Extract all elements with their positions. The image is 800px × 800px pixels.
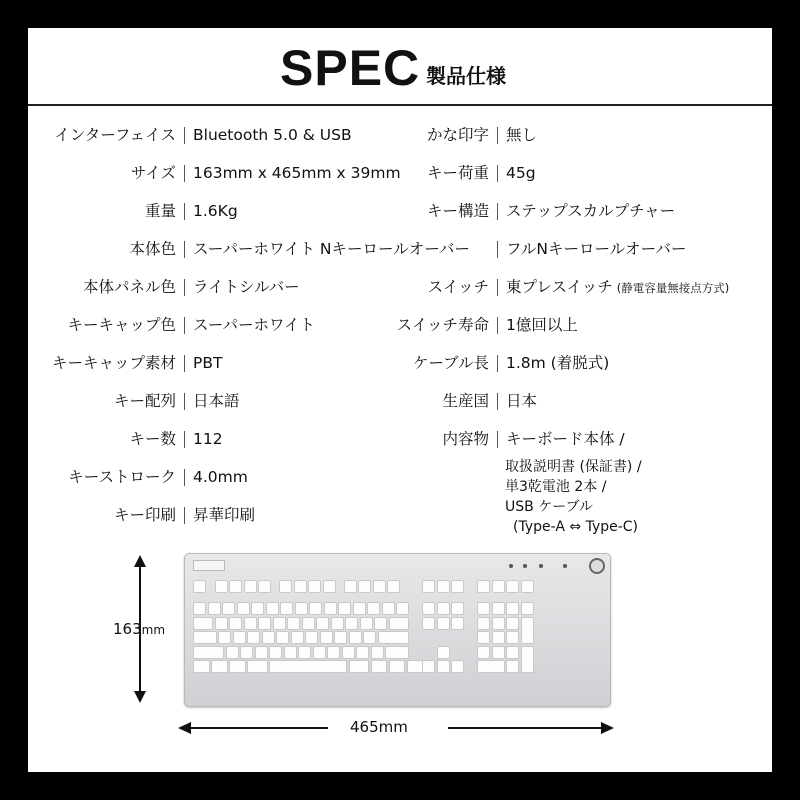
- separator: [184, 469, 185, 486]
- spec-row-key-printing: [28, 505, 408, 525]
- keycap: [316, 617, 329, 630]
- spec-row-keystroke: [28, 467, 408, 487]
- spec-value: 1.6Kg: [193, 202, 238, 220]
- keycap: [193, 617, 213, 630]
- spec-value: フルNキーロールオーバー: [506, 240, 687, 258]
- keycap: [308, 580, 321, 593]
- spec-value: キーボード本体 /: [506, 430, 625, 448]
- separator: [497, 127, 498, 144]
- keycap: [437, 660, 450, 673]
- width-label: 465mm: [350, 718, 408, 736]
- spec-value: スーパーホワイト Nキーロールオーバー: [193, 240, 470, 258]
- spec-value: PBT: [193, 354, 223, 372]
- keycap: [280, 602, 293, 615]
- spec-label: キー数: [129, 430, 176, 448]
- spec-value: スーパーホワイト: [193, 316, 315, 334]
- keycap: [477, 617, 490, 630]
- keycap: [313, 646, 326, 659]
- keycap: [193, 646, 224, 659]
- keycap: [298, 646, 311, 659]
- separator: [497, 317, 498, 334]
- keycap: [344, 580, 357, 593]
- keycap: [451, 617, 464, 630]
- spec-row-switch-life: [28, 315, 772, 335]
- keycap: [240, 646, 253, 659]
- keycap: [269, 646, 282, 659]
- keycap: [451, 580, 464, 593]
- title-divider: [28, 104, 772, 106]
- height-value: 163: [113, 620, 142, 638]
- keycap: [258, 617, 271, 630]
- contents-line: (Type-A ⇔ Type-C): [513, 519, 639, 535]
- keycap: [215, 580, 228, 593]
- keycap: [327, 646, 340, 659]
- keycap: [382, 602, 395, 615]
- keycap: [451, 602, 464, 615]
- keycap: [211, 660, 228, 673]
- separator: [497, 203, 498, 220]
- keycap: [506, 602, 519, 615]
- spec-row-kana: [28, 125, 772, 145]
- spec-sheet: [28, 28, 772, 772]
- keycap: [193, 580, 206, 593]
- keycap: [309, 602, 322, 615]
- keycap: [284, 646, 297, 659]
- keycap: [477, 602, 490, 615]
- keycap: [492, 631, 505, 644]
- keycap: [506, 660, 519, 673]
- spec-value: 1億回以上: [506, 316, 578, 334]
- spec-label: ケーブル長: [412, 354, 489, 372]
- keycap: [320, 631, 333, 644]
- keycap: [437, 580, 450, 593]
- keycap: [218, 631, 231, 644]
- keycap: [506, 580, 519, 593]
- keycap: [422, 617, 435, 630]
- spec-value: 112: [193, 430, 223, 448]
- spec-label: キーキャップ素材: [51, 354, 176, 372]
- keycap: [521, 580, 534, 593]
- keycap: [295, 602, 308, 615]
- keycap: [521, 602, 534, 615]
- keycap: [269, 660, 347, 673]
- spec-value: ライトシルバー: [193, 278, 300, 296]
- keycap: [378, 631, 409, 644]
- keycap: [371, 660, 388, 673]
- keycap: [255, 646, 268, 659]
- height-unit: mm: [141, 623, 166, 637]
- keycap: [422, 660, 435, 673]
- keycap: [437, 602, 450, 615]
- keycap: [237, 602, 250, 615]
- keycap: [437, 646, 450, 659]
- spec-label: キー印刷: [113, 506, 176, 524]
- indicator-led: [523, 564, 527, 568]
- keycap: [353, 602, 366, 615]
- keycap: [229, 580, 242, 593]
- keycap: [477, 660, 505, 673]
- keycap: [521, 617, 534, 645]
- keycap: [324, 602, 337, 615]
- spec-label: サイズ: [130, 164, 176, 182]
- spec-label: 内容物: [442, 430, 489, 448]
- keycap: [266, 602, 279, 615]
- spec-row-cable: [28, 353, 772, 373]
- keycap: [334, 631, 347, 644]
- keycap: [422, 580, 435, 593]
- spec-label: 生産国: [442, 392, 489, 410]
- keycap: [360, 617, 373, 630]
- keycap: [407, 660, 424, 673]
- spec-label: キー配列: [113, 392, 176, 410]
- keycap: [373, 580, 386, 593]
- spec-label: キーストローク: [68, 468, 176, 486]
- keycap: [276, 631, 289, 644]
- keycap: [506, 617, 519, 630]
- switch-value: 東プレスイッチ: [506, 278, 613, 296]
- keycap: [521, 646, 534, 674]
- keycap: [345, 617, 358, 630]
- title-sub: 製品仕様: [426, 64, 506, 88]
- keycap: [342, 646, 355, 659]
- keycap: [215, 617, 228, 630]
- power-dial: [589, 558, 605, 574]
- contents-line: 取扱説明書 (保証書) /: [505, 459, 642, 475]
- contents-line: 単3乾電池 2本 /: [505, 479, 607, 495]
- keycap: [349, 631, 362, 644]
- keycap: [374, 617, 387, 630]
- keycap: [193, 660, 210, 673]
- spec-value: [506, 277, 729, 298]
- spec-row-key-structure: [28, 201, 772, 221]
- keycap: [229, 617, 242, 630]
- spec-value: 163mm x 465mm x 39mm: [193, 164, 401, 182]
- spec-value: 45g: [506, 164, 536, 182]
- brand-logo: [193, 560, 225, 571]
- keycap: [323, 580, 336, 593]
- keycap: [294, 580, 307, 593]
- spec-label: 本体色: [129, 240, 176, 258]
- separator: [497, 241, 498, 258]
- keycap: [389, 617, 409, 630]
- keycap: [363, 631, 376, 644]
- keycap: [349, 660, 369, 673]
- keycap: [492, 602, 505, 615]
- keycap: [244, 580, 257, 593]
- keycap: [358, 580, 371, 593]
- keycap: [222, 602, 235, 615]
- keycap: [477, 580, 490, 593]
- keycap: [279, 580, 292, 593]
- keycap: [208, 602, 221, 615]
- keycap: [244, 617, 257, 630]
- separator: [497, 165, 498, 182]
- spec-value: 日本語: [193, 392, 240, 410]
- keycap: [492, 617, 505, 630]
- separator: [497, 393, 498, 410]
- keycap: [262, 631, 275, 644]
- separator: [184, 507, 185, 524]
- keycap: [367, 602, 380, 615]
- keycap: [492, 646, 505, 659]
- keycap: [331, 617, 344, 630]
- spec-label: スイッチ: [427, 278, 489, 296]
- spec-value: Bluetooth 5.0 & USB: [193, 126, 352, 144]
- keycap: [422, 602, 435, 615]
- keycap: [287, 617, 300, 630]
- title-area: [28, 28, 772, 104]
- spec-label: キー荷重: [426, 164, 489, 182]
- keycap: [506, 646, 519, 659]
- spec-label: かな印字: [426, 126, 489, 144]
- keycap: [389, 660, 406, 673]
- keycap: [477, 646, 490, 659]
- separator: [497, 279, 498, 296]
- keycap: [356, 646, 369, 659]
- keycap: [437, 617, 450, 630]
- keycap: [477, 631, 490, 644]
- spec-value: 1.8m (着脱式): [506, 354, 610, 372]
- keycap: [273, 617, 286, 630]
- keycap: [229, 660, 246, 673]
- keycap: [387, 580, 400, 593]
- keycap: [492, 580, 505, 593]
- contents-line: USB ケーブル: [505, 499, 593, 515]
- spec-label: 重量: [144, 202, 176, 220]
- keycap: [247, 660, 267, 673]
- separator: [497, 355, 498, 372]
- keycap: [291, 631, 304, 644]
- spec-label: キー構造: [426, 202, 489, 220]
- spec-label: インターフェイス: [54, 126, 176, 144]
- keycap: [302, 617, 315, 630]
- title-main: SPEC: [280, 40, 421, 96]
- spec-value: ステップスカルプチャー: [506, 202, 676, 220]
- keycap: [338, 602, 351, 615]
- spec-row-switch: [28, 277, 772, 297]
- spec-value: 昇華印刷: [193, 506, 256, 524]
- spec-row-rollover: [28, 239, 772, 259]
- keycap: [247, 631, 260, 644]
- keycap: [233, 631, 246, 644]
- keycap: [193, 602, 206, 615]
- indicator-led: [563, 564, 567, 568]
- keyboard-photo: [184, 553, 611, 707]
- keycap: [385, 646, 409, 659]
- switch-note: (静電容量無接点方式): [616, 281, 730, 295]
- spec-label: 本体パネル色: [82, 278, 176, 296]
- spec-row-origin: [28, 391, 772, 411]
- keycap: [451, 660, 464, 673]
- height-label: [113, 620, 165, 638]
- indicator-led: [509, 564, 513, 568]
- spec-label: スイッチ寿命: [396, 316, 489, 334]
- keycap: [193, 631, 217, 644]
- spec-row-key-load: [28, 163, 772, 183]
- keycap: [226, 646, 239, 659]
- spec-value: 無し: [506, 126, 538, 144]
- separator: [497, 431, 498, 448]
- keycap: [305, 631, 318, 644]
- spec-row-contents: [28, 429, 772, 449]
- keycap: [371, 646, 384, 659]
- keycap: [506, 631, 519, 644]
- keycap: [251, 602, 264, 615]
- spec-value: 4.0mm: [193, 468, 248, 486]
- keycap: [258, 580, 271, 593]
- indicator-led: [539, 564, 543, 568]
- keycap: [396, 602, 409, 615]
- spec-value: 日本: [506, 392, 538, 410]
- spec-label: キーキャップ色: [67, 316, 176, 334]
